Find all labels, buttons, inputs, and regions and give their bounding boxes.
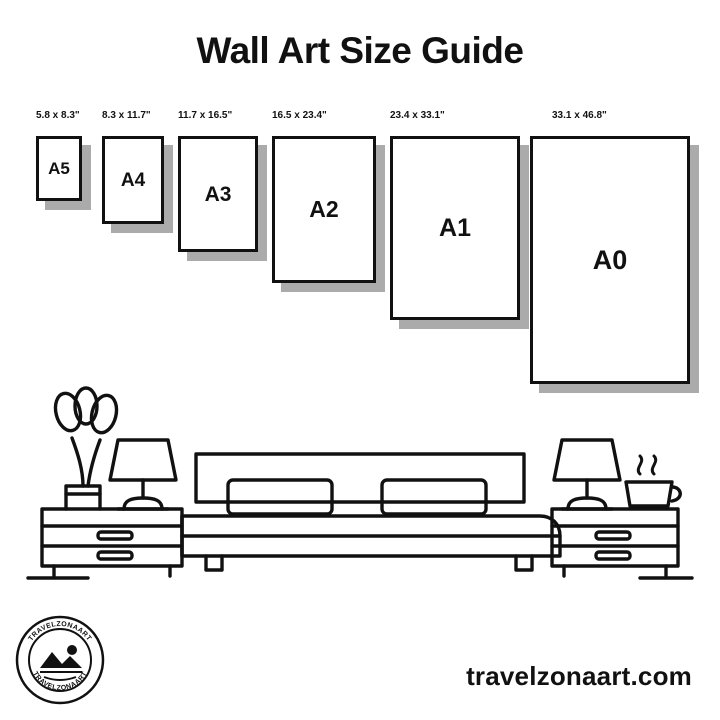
frame-size-label-a1: A1 [439, 213, 471, 242]
brand-logo [14, 614, 106, 706]
frame-dimension-label-a2: 16.5 x 23.4" [272, 110, 327, 121]
left-table-lamp [110, 440, 176, 509]
pillow-right [382, 480, 486, 514]
frame-dimension-label-a1: 23.4 x 33.1" [390, 110, 445, 121]
frame-box-a2 [272, 136, 376, 283]
logo-bottom-text: TRAVELZONAART [31, 670, 89, 693]
frame-size-label-a5: A5 [48, 159, 70, 178]
frame-box-a1 [390, 136, 520, 320]
frame-size-label-a0: A0 [592, 244, 628, 275]
frame-dimension-label-a3: 11.7 x 16.5" [178, 110, 233, 121]
frame-box-a4 [102, 136, 164, 224]
bedroom-scene [0, 370, 720, 605]
page-title: Wall Art Size Guide [196, 30, 524, 71]
bed [182, 454, 560, 570]
brand-website-url: travelzonaart.com [466, 661, 692, 691]
frame-dimension-label-a0: 33.1 x 46.8" [552, 110, 607, 121]
right-nightstand [552, 509, 678, 576]
coffee-cup [626, 456, 680, 506]
vase-with-flowers [52, 388, 120, 509]
bedroom-scene-svg [0, 370, 720, 605]
pillow-left [228, 480, 332, 514]
frame-item-a0 [530, 110, 710, 400]
flower-right [88, 393, 120, 436]
frame-size-row [0, 110, 720, 400]
frame-box-a0 [530, 136, 690, 384]
frame-box-a5 [36, 136, 82, 201]
frame-size-label-a2: A2 [309, 196, 339, 222]
frame-size-label-a3: A3 [204, 182, 232, 206]
frame-dimension-label-a5: 5.8 x 8.3" [36, 110, 80, 121]
frame-size-label-a4: A4 [120, 169, 146, 191]
logo-top-text: TRAVELZONAART [27, 620, 93, 643]
frame-box-a3 [178, 136, 258, 252]
frame-dimension-label-a4: 8.3 x 11.7" [102, 110, 151, 121]
right-table-lamp [554, 440, 620, 509]
left-nightstand [42, 509, 182, 576]
flower-left [52, 391, 84, 434]
brand-logo-svg [14, 614, 106, 706]
